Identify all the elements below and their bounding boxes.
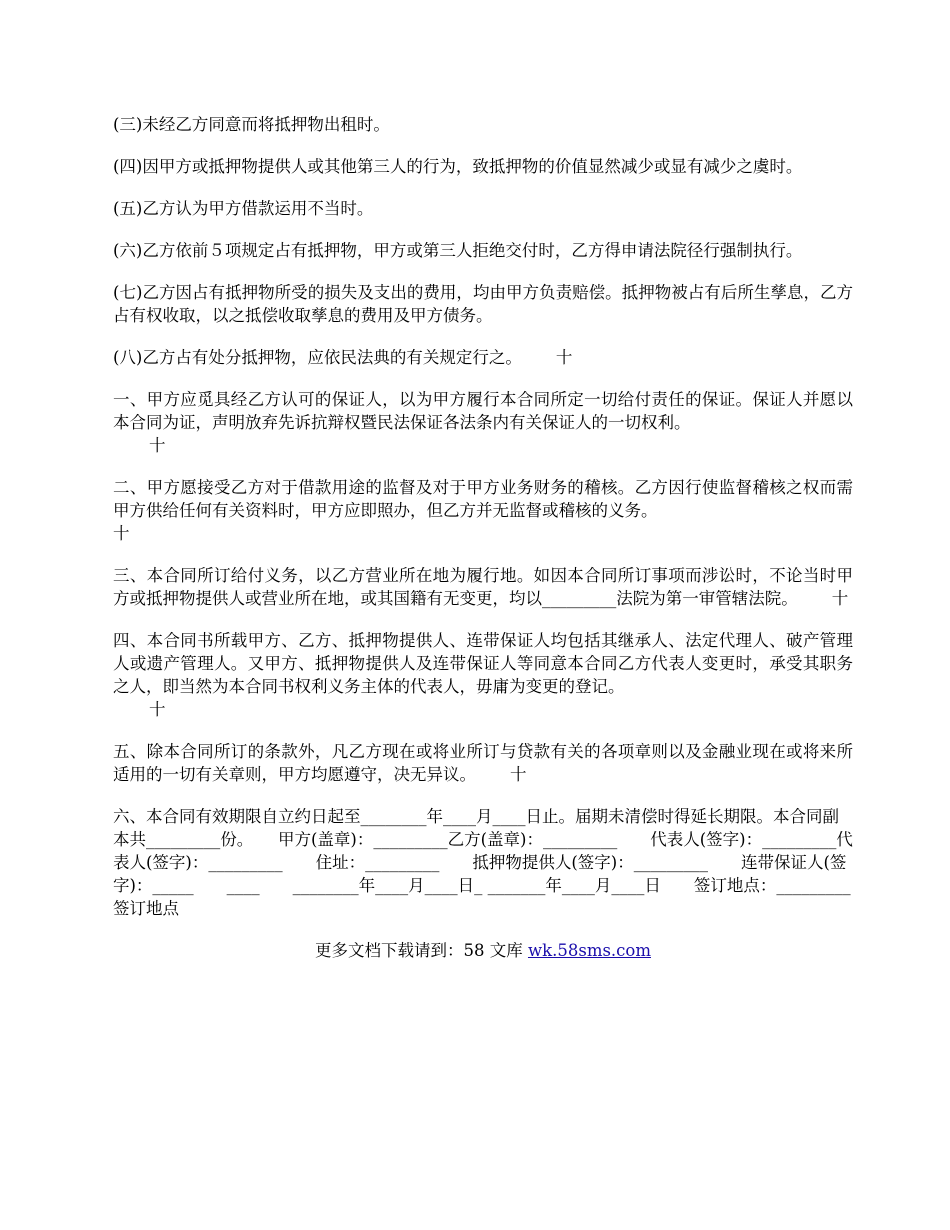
footer-prefix: 更多文档下载请到：58 文库 <box>314 941 528 960</box>
contract-paragraph <box>113 564 853 610</box>
paragraph-text: 二、甲方愿接受乙方对于借款用途的监督及对于甲方业务财务的稽核。乙方因行使监督稽核之权而需甲方供给任何有关资料时，甲方应即照办，但乙方并无监督或稽核的义务。 <box>113 478 853 520</box>
paragraph-text: (七)乙方因占有抵押物所受的损失及支出的费用，均由甲方负责赔偿。抵押物被占有后所生孳息，乙方占有权收取，以之抵偿收取孳息的费用及甲方债务。 <box>113 283 853 325</box>
contract-paragraph <box>113 197 853 220</box>
contract-paragraph <box>113 346 853 369</box>
paragraph-text: (五)乙方认为甲方借款运用不当时。 <box>113 199 374 218</box>
download-footer <box>113 939 853 962</box>
paragraph-text: (四)因甲方或抵押物提供人或其他第三人的行为，致抵押物的价值显然减少或显有减少之虞时。 <box>113 157 803 176</box>
paragraph-mark: 十 <box>113 524 130 543</box>
contract-paragraph <box>113 281 853 327</box>
signature-block <box>113 805 853 920</box>
paragraph-text: (八)乙方占有处分抵押物，应依民法典的有关规定行之。 <box>113 348 522 367</box>
paragraph-text: 四、本合同书所载甲方、乙方、抵押物提供人、连带保证人均包括其继承人、法定代理人、破产管理人或遗产管理人。又甲方、抵押物提供人及连带保证人等同意本合同乙方代表人变更时，承受其职务之人，即当然为本合同书权利义务主体的代表人，毋庸为变更的登记。 <box>113 631 853 696</box>
contract-body <box>113 113 853 786</box>
paragraph-mark: 十 <box>149 436 166 455</box>
contract-paragraph <box>113 155 853 178</box>
paragraph-text: 三、本合同所订给付义务，以乙方营业所在地为履行地。如因本合同所订事项而涉讼时，不论当时甲方或抵押物提供人或营业所在地，或其国籍有无变更，均以_________法院为第一审管辖法院。 <box>113 566 853 608</box>
paragraph-mark: 十 <box>555 348 573 367</box>
paragraph-mark: 十 <box>149 700 166 719</box>
contract-paragraph <box>113 113 853 136</box>
paragraph-mark: 十 <box>510 765 527 784</box>
contract-paragraph <box>113 629 853 721</box>
contract-paragraph <box>113 388 853 457</box>
paragraph-text: 一、甲方应觅具经乙方认可的保证人，以为甲方履行本合同所定一切给付责任的保证。保证人并愿以本合同为证，声明放弃先诉抗辩权暨民法保证各法条内有关保证人的一切权利。 <box>113 390 853 432</box>
document-page <box>113 113 853 962</box>
paragraph-text: (六)乙方依前５项规定占有抵押物，甲方或第三人拒绝交付时，乙方得申请法院径行强制执行。 <box>113 241 803 260</box>
contract-paragraph <box>113 239 853 262</box>
contract-paragraph <box>113 740 853 786</box>
signature-text: 六、本合同有效期限自立约日起至________年____月____日止。届期未清偿时得延长期限。本合同副本共_________份。 甲方(盖章)：_________乙方(盖章)：_________ 代表人(签字)：_________代表人(签字)：_________ 住址：_________ 抵押物提供人(签字)：_________ 连带保证人(签字)：_____ ____ ________年____月____日_ _______年____月____日 签订地点：_________签订地点 <box>113 807 853 918</box>
paragraph-text: 五、除本合同所订的条款外，凡乙方现在或将业所订与贷款有关的各项章则以及金融业现在或将来所适用的一切有关章则，甲方均愿遵守，决无异议。 <box>113 742 853 784</box>
paragraph-mark: 十 <box>831 589 849 608</box>
footer-link[interactable]: wk.58sms.com <box>527 941 651 960</box>
contract-paragraph <box>113 476 853 545</box>
paragraph-text: (三)未经乙方同意而将抵押物出租时。 <box>113 115 390 134</box>
